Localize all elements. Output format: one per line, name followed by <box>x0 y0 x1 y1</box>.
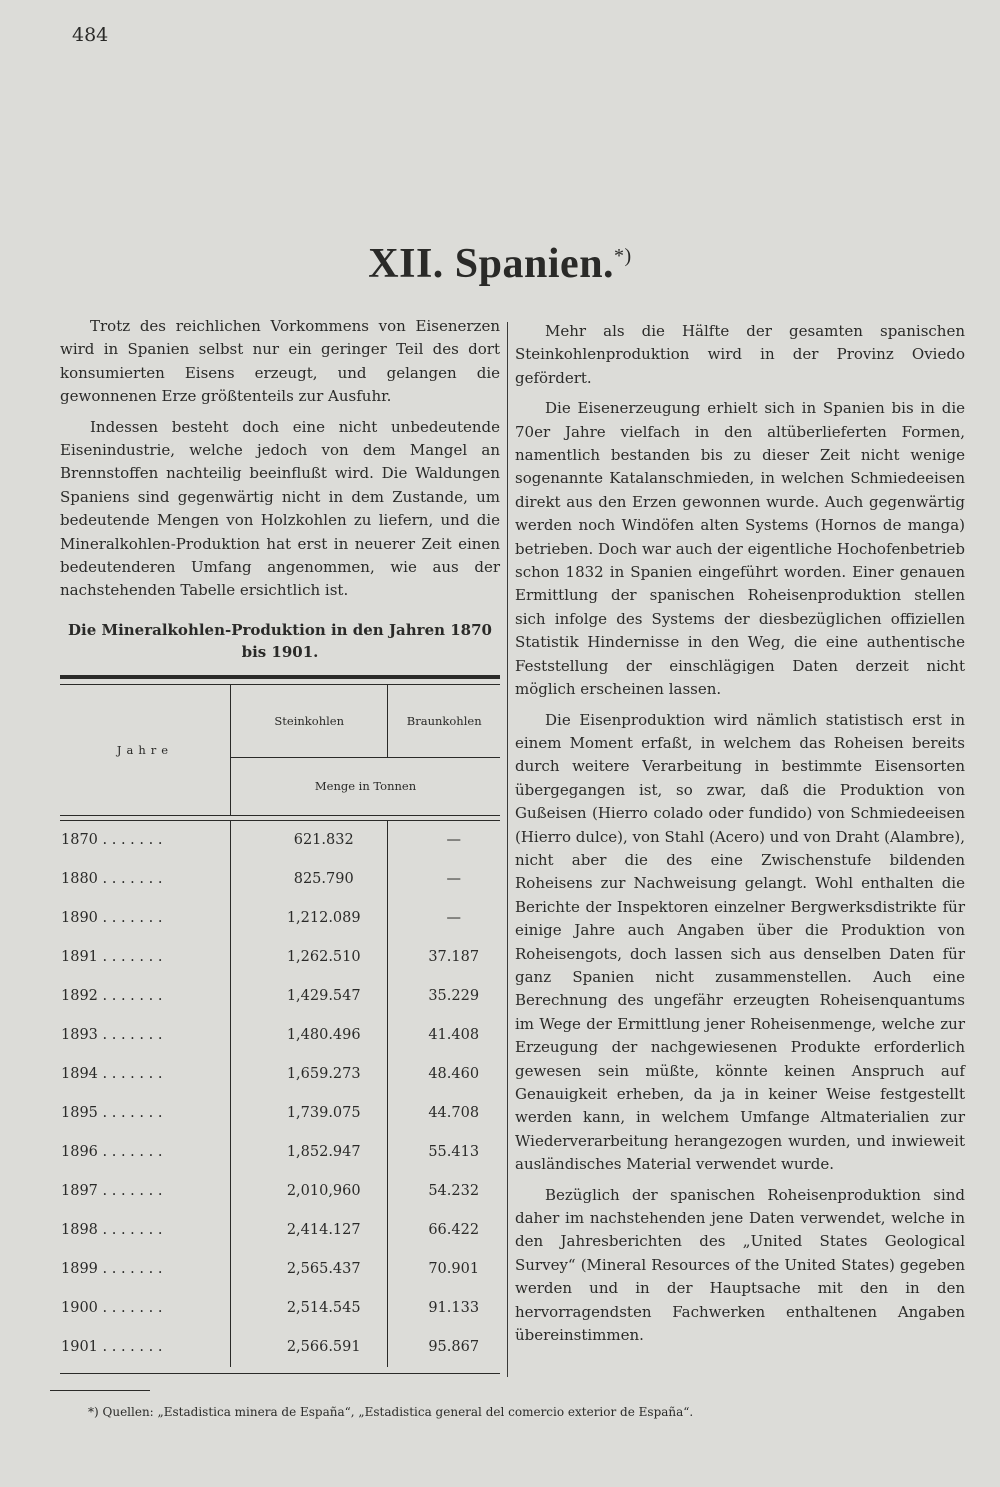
cell-steinkohlen: 1,262.510 <box>231 938 388 977</box>
cell-steinkohlen: 1,212.089 <box>231 899 388 938</box>
col-header-unit: Menge in Tonnen <box>231 757 501 815</box>
cell-braunkohlen: 35.229 <box>388 977 500 1016</box>
table-row <box>60 820 500 860</box>
production-table <box>60 675 500 1374</box>
cell-braunkohlen: 91.133 <box>388 1289 500 1328</box>
cell-steinkohlen: 1,480.496 <box>231 1016 388 1055</box>
cell-year: 1895 . . . . . . . <box>61 1105 163 1122</box>
left-column <box>60 315 500 1374</box>
cell-braunkohlen: — <box>388 860 500 899</box>
col-header-steinkohlen: Steinkohlen <box>231 684 388 757</box>
cell-steinkohlen: 2,514.545 <box>231 1289 388 1328</box>
footnote-rule <box>50 1390 150 1391</box>
table-row <box>60 1250 500 1289</box>
table-row <box>60 1211 500 1250</box>
cell-steinkohlen: 2,414.127 <box>231 1211 388 1250</box>
cell-year: 1894 . . . . . . . <box>61 1066 163 1083</box>
cell-year: 1898 . . . . . . . <box>61 1222 163 1239</box>
table-row <box>60 938 500 977</box>
table-row <box>60 899 500 938</box>
cell-steinkohlen: 1,852.947 <box>231 1133 388 1172</box>
cell-steinkohlen: 2,565.437 <box>231 1250 388 1289</box>
cell-year: 1896 . . . . . . . <box>61 1144 163 1161</box>
table-row <box>60 1289 500 1328</box>
paragraph: Mehr als die Hälfte der gesamten spanischen Steinkohlenproduktion wird in der Provinz Oviedo gefördert. <box>515 322 965 387</box>
cell-braunkohlen: 66.422 <box>388 1211 500 1250</box>
cell-braunkohlen: 54.232 <box>388 1172 500 1211</box>
cell-steinkohlen: 825.790 <box>231 860 388 899</box>
cell-braunkohlen: 41.408 <box>388 1016 500 1055</box>
right-column <box>515 320 965 1354</box>
cell-braunkohlen: 44.708 <box>388 1094 500 1133</box>
footnote: *) Quellen: „Estadistica minera de España“, „Estadistica general del comercio exterior de España“. <box>88 1405 694 1419</box>
table-row <box>60 1172 500 1211</box>
cell-year: 1899 . . . . . . . <box>61 1261 163 1278</box>
col-header-years: Jahre <box>116 742 174 757</box>
table-row <box>60 1133 500 1172</box>
cell-braunkohlen: 70.901 <box>388 1250 500 1289</box>
title-footnote-marker: *) <box>614 245 632 267</box>
cell-year: 1892 . . . . . . . <box>61 988 163 1005</box>
cell-year: 1880 . . . . . . . <box>61 871 163 888</box>
cell-steinkohlen: 2,566.591 <box>231 1328 388 1367</box>
cell-steinkohlen: 2,010,960 <box>231 1172 388 1211</box>
cell-steinkohlen: 621.832 <box>231 820 388 860</box>
cell-year: 1897 . . . . . . . <box>61 1183 163 1200</box>
page-title <box>0 240 1000 288</box>
cell-year: 1891 . . . . . . . <box>61 949 163 966</box>
col-header-braunkohlen: Braunkohlen <box>388 684 500 757</box>
cell-braunkohlen: — <box>388 899 500 938</box>
cell-steinkohlen: 1,429.547 <box>231 977 388 1016</box>
cell-braunkohlen: 37.187 <box>388 938 500 977</box>
cell-year: 1870 . . . . . . . <box>61 832 163 849</box>
table-row <box>60 860 500 899</box>
paragraph: Die Eisenproduktion wird nämlich statistisch erst in einem Moment erfaßt, in welchem das Roheisen bereits durch weitere Verarbeitung in bestimmte Eisensorten übergegangen ist, so zwar, daß die Produktion von Gußeisen (Hierro colado oder fundido) von Schmiedeeisen (Hierro dulce), von Stahl (Acero) und von Draht (Alambre), nicht aber die des eine Zwischenstufe bildenden Roheisens zur Nachweisung gelangt. Wohl enthalten die Berichte der Inspektoren einzelner Bergwerksdistrikte für einige Jahre auch Angaben über die Produktion von Roheisengots, doch lassen sich aus denselben Daten für ganz Spanien nicht zusammenstellen. Auch eine Berechnung des ungefähr erzeugten Roheisenquantums im Wege der Ermittlung jener Roheisenmenge, welche zur Erzeugung der nachgewiesenen Produkte erforderlich gewesen sein müßte, könnte keinen Anspruch auf Genauigkeit erheben, da ja in keiner Weise festgestellt werden kann, in welchem Umfange Altmaterialien zur Wiederverarbeitung herangezogen wurden, und inwieweit ausländisches Material verwendet wurde. <box>515 710 965 1174</box>
cell-year: 1890 . . . . . . . <box>61 910 163 927</box>
cell-year: 1900 . . . . . . . <box>61 1300 163 1317</box>
paragraph: Trotz des reichlichen Vorkommens von Eisenerzen wird in Spanien selbst nur ein geringer Teil des dort konsumierten Eisens erzeugt, und gelangen die gewonnenen Erze größtenteils zur Ausfuhr. <box>60 317 500 406</box>
cell-braunkohlen: 55.413 <box>388 1133 500 1172</box>
table-row <box>60 1094 500 1133</box>
paragraph: Die Eisenerzeugung erhielt sich in Spanien bis in die 70er Jahre vielfach in den altüberlieferten Formen, namentlich bestanden bis zu dieser Zeit nicht wenige sogenannte Katalanschmieden, in welchen Schmiedeeisen direkt aus den Erzen gewonnen wurde. Auch gegenwärtig werden noch Windöfen alten Systems (Hornos de manga) betrieben. Doch war auch der eigentliche Hochofenbetrieb schon 1832 in Spanien eingeführt worden. Einer genauen Ermittlung der spanischen Roheisenproduktion stellen sich infolge des Systems der diesbezüglichen offiziellen Statistik Hindernisse in den Weg, die eine authentische Feststellung der einschlägigen Daten derzeit nicht möglich erscheinen lassen. <box>515 399 965 699</box>
column-divider <box>507 322 508 1377</box>
title-text: XII. Spanien. <box>368 241 615 287</box>
cell-steinkohlen: 1,739.075 <box>231 1094 388 1133</box>
cell-braunkohlen: — <box>388 820 500 860</box>
cell-year: 1893 . . . . . . . <box>61 1027 163 1044</box>
cell-braunkohlen: 48.460 <box>388 1055 500 1094</box>
table-row <box>60 1055 500 1094</box>
paragraph: Bezüglich der spanischen Roheisenproduktion sind daher im nachstehenden jene Daten verwendet, welche in den Jahresberichten des „United States Geological Survey“ (Mineral Resources of the United States) gegeben werden und in der Hauptsache mit den in den hervorragendsten Fachwerken enthaltenen Angaben übereinstimmen. <box>515 1185 965 1345</box>
table-title: Die Mineralkohlen-Produktion in den Jahren 1870 bis 1901. <box>68 620 492 661</box>
cell-steinkohlen: 1,659.273 <box>231 1055 388 1094</box>
page-number: 484 <box>72 24 109 46</box>
table-row <box>60 1016 500 1055</box>
cell-braunkohlen: 95.867 <box>388 1328 500 1367</box>
table-row <box>60 1328 500 1367</box>
cell-year: 1901 . . . . . . . <box>61 1339 163 1356</box>
paragraph: Indessen besteht doch eine nicht unbedeutende Eisenindustrie, welche jedoch von dem Mangel an Brennstoffen nachteilig beeinflußt wird. Die Waldungen Spaniens sind gegenwärtig nicht in dem Zustande, um bedeutende Mengen von Holzkohlen zu liefern, und die Mineralkohlen-Produktion hat erst in neuerer Zeit einen bedeutenderen Umfang angenommen, wie aus der nachstehenden Tabelle ersichtlich ist. <box>60 417 500 600</box>
table-row <box>60 977 500 1016</box>
